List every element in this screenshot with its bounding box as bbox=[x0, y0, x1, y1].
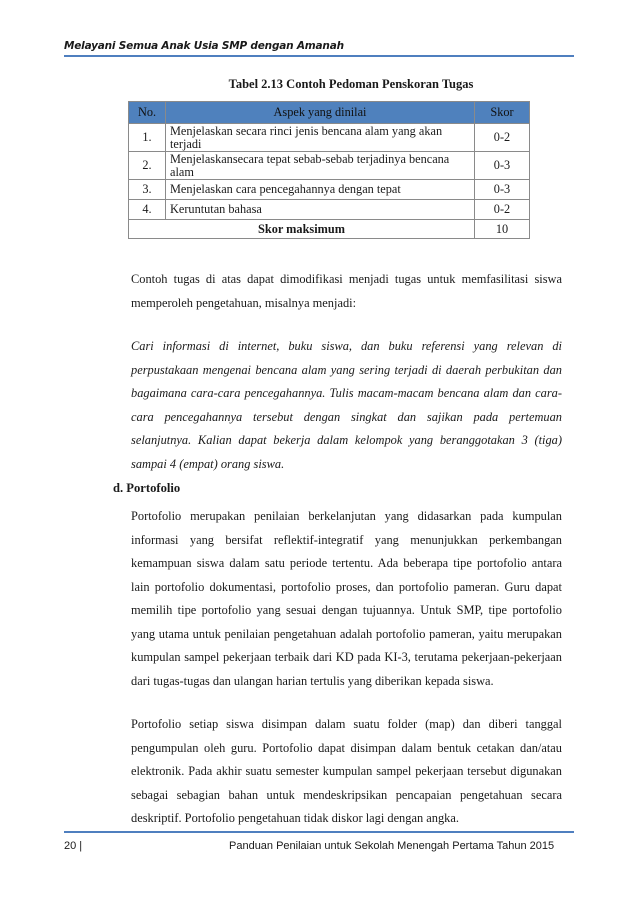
total-label: Skor maksimum bbox=[129, 220, 475, 239]
total-value: 10 bbox=[475, 220, 530, 239]
row-aspect: Menjelaskan secara rinci jenis bencana alam yang akan terjadi bbox=[166, 124, 475, 152]
table-row bbox=[129, 124, 530, 152]
column-header-aspek: Aspek yang dinilai bbox=[166, 102, 475, 124]
row-score: 0-3 bbox=[475, 180, 530, 200]
row-score: 0-2 bbox=[475, 124, 530, 152]
scoring-table bbox=[128, 101, 530, 239]
table-row bbox=[129, 200, 530, 220]
portfolio-paragraph-1: Portofolio merupakan penilaian berkelanjutan yang didasarkan pada kumpulan informasi yang bersifat reflektif-integratif yang menunjukkan perkembangan kemampuan siswa dalam satu periode tertentu. Ada beberapa tipe portofolio antara lain portofolio dokumentasi, portofolio proses, dan portofolio pameran. Guru dapat memilih tipe portofolio yang sesuai dengan tujuannya. Untuk SMP, tipe portofolio yang utama untuk penilaian pengetahuan adalah portofolio pameran, yaitu merupakan kumpulan sampel pekerjaan terbaik dari KD pada KI-3, terutama pekerjaan-pekerjaan dari tugas-tugas dan ulangan harian tertulis yang diberikan kepada siswa. bbox=[131, 509, 562, 688]
header-divider bbox=[64, 55, 574, 57]
table-header-row bbox=[129, 102, 530, 124]
row-number: 2. bbox=[129, 152, 166, 180]
portfolio-paragraph-2: Portofolio setiap siswa disimpan dalam suatu folder (map) dan diberi tanggal pengumpulan oleh guru. Portofolio dapat disimpan dalam bentuk cetakan dan/atau elektronik. Pada akhir suatu semester kumpulan sampel pekerjaan tersebut digunakan sebagai sebagian bahan untuk mendeskripsikan pencapaian pengetahuan secara deskriptif. Portofolio pengetahuan tidak diskor lagi dengan angka. bbox=[131, 717, 562, 825]
row-number: 1. bbox=[129, 124, 166, 152]
row-aspect: Menjelaskansecara tepat sebab-sebab terjadinya bencana alam bbox=[166, 152, 475, 180]
running-header: Melayani Semua Anak Usia SMP dengan Amanah bbox=[64, 40, 344, 52]
table-caption: Tabel 2.13 Contoh Pedoman Penskoran Tugas bbox=[228, 77, 474, 91]
example-task-paragraph: Cari informasi di internet, buku siswa, dan buku referensi yang relevan di perpustakaan mengenai bencana alam yang sering terjadi di daerah perbukitan dan bagaimana cara-cara pencegahannya. Tulis macam-macam bencana alam dan cara-cara pencegahannya tersebut dengan singkat dan sajikan pada pertemuan selanjutnya. Kalian dapat bekerja dalam kelompok yang beranggotakan 3 (tiga) sampai 4 (empat) orang siswa. bbox=[131, 339, 562, 471]
intro-paragraph: Contoh tugas di atas dapat dimodifikasi menjadi tugas untuk memfasilitasi siswa memperoleh pengetahuan, misalnya menjadi: bbox=[131, 272, 562, 310]
row-number: 3. bbox=[129, 180, 166, 200]
row-score: 0-2 bbox=[475, 200, 530, 220]
footer-divider bbox=[64, 831, 574, 833]
column-header-skor: Skor bbox=[475, 102, 530, 124]
table-row bbox=[129, 152, 530, 180]
section-heading-portofolio: d. Portofolio bbox=[113, 481, 181, 495]
row-aspect: Keruntutan bahasa bbox=[166, 200, 475, 220]
page-number: 20 | bbox=[64, 840, 83, 852]
table-total-row bbox=[129, 220, 530, 239]
row-number: 4. bbox=[129, 200, 166, 220]
row-score: 0-3 bbox=[475, 152, 530, 180]
column-header-no: No. bbox=[129, 102, 166, 124]
footer-title: Panduan Penilaian untuk Sekolah Menengah Pertama Tahun 2015 bbox=[229, 840, 555, 852]
row-aspect: Menjelaskan cara pencegahannya dengan tepat bbox=[166, 180, 475, 200]
table-row bbox=[129, 180, 530, 200]
